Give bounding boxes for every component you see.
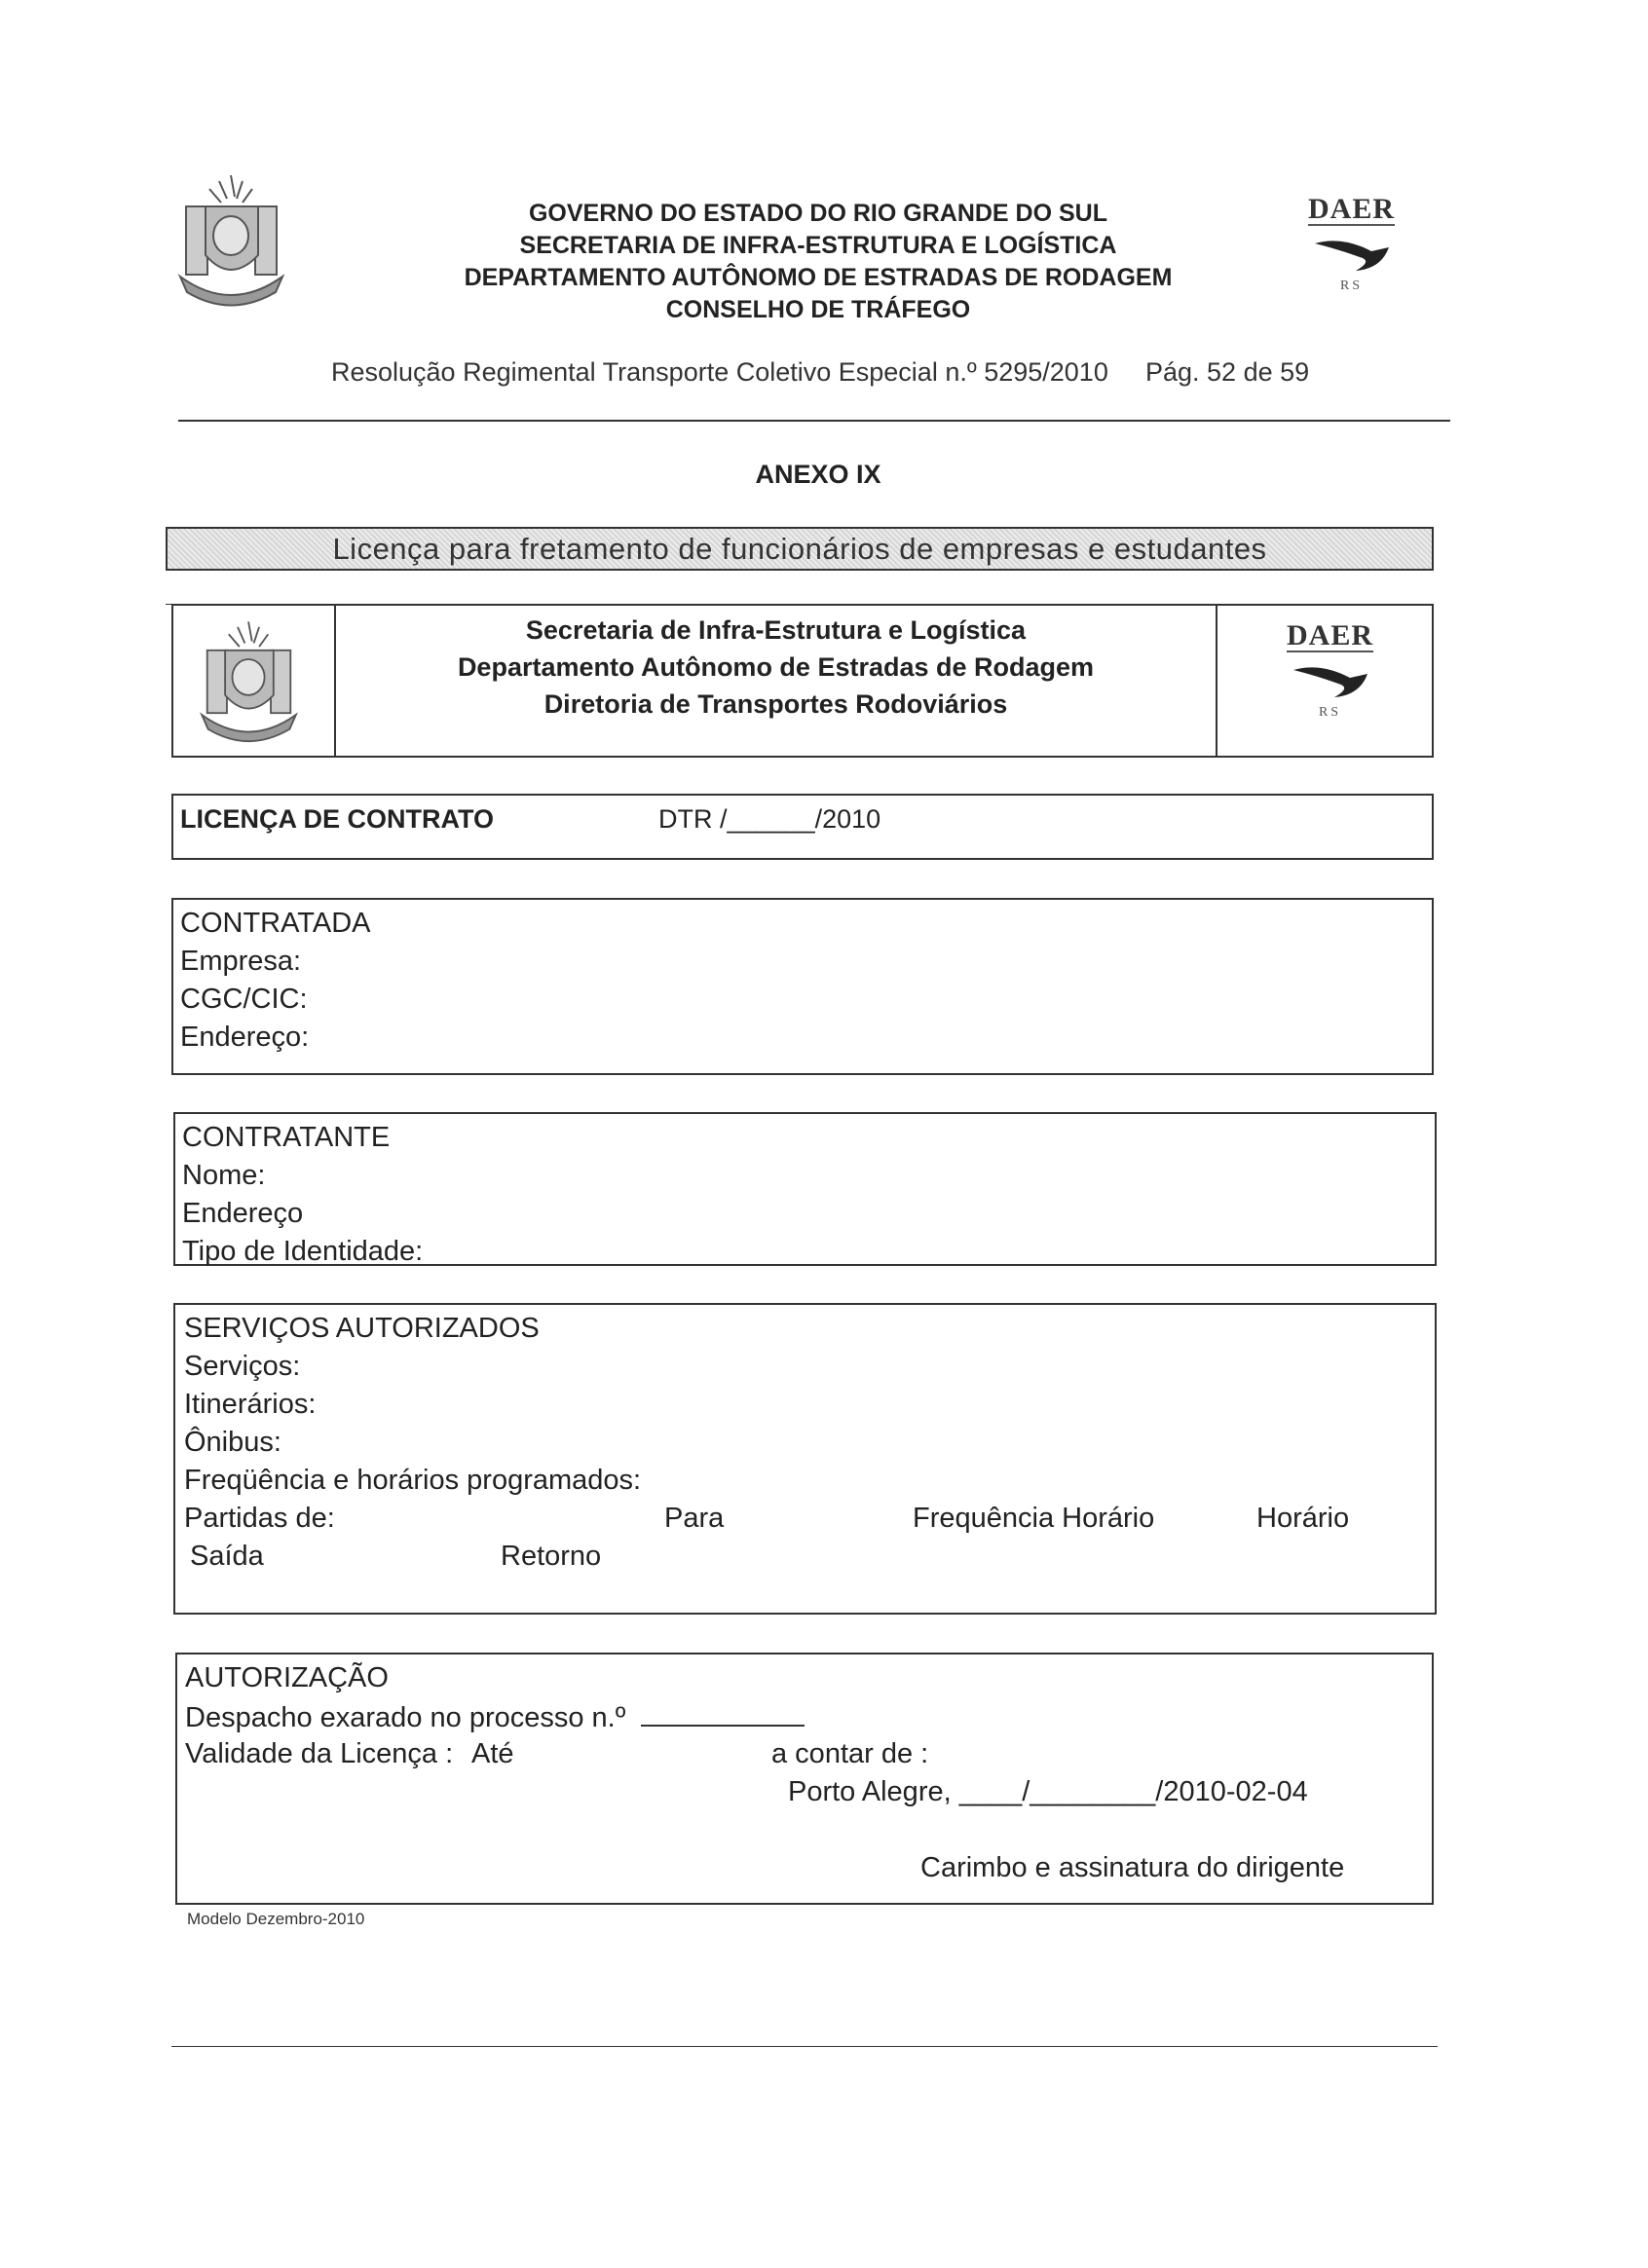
header-line-3: DEPARTAMENTO AUTÔNOMO DE ESTRADAS DE RODAGEM	[464, 264, 1173, 291]
license-title: LICENÇA DE CONTRATO	[180, 804, 494, 834]
license-box	[171, 794, 1434, 860]
assinatura-label: Carimbo e assinatura do dirigente	[920, 1852, 1345, 1883]
banner-text: Licença para fretamento de funcionários de empresas e estudantes	[332, 531, 1267, 566]
onibus-field[interactable]: Ônibus:	[184, 1427, 281, 1458]
contratante-title: CONTRATANTE	[182, 1122, 391, 1153]
frequencia-field[interactable]: Freqüência e horários programados:	[184, 1465, 642, 1496]
horario-label: Horário	[1256, 1503, 1350, 1534]
daer-logo	[1274, 621, 1386, 721]
para-label: Para	[664, 1503, 725, 1534]
daer-logo-sub: RS	[1339, 279, 1364, 293]
servicos-title: SERVIÇOS AUTORIZADOS	[184, 1313, 540, 1344]
daer-logo	[1295, 195, 1407, 294]
contratante-endereco-field[interactable]: Endereço	[182, 1198, 304, 1229]
license-number-field[interactable]: DTR /______/2010	[658, 804, 881, 834]
header-line-4: CONSELHO DE TRÁFEGO	[665, 296, 971, 323]
autorizacao-title: AUTORIZAÇÃO	[185, 1662, 389, 1693]
header-line-2: SECRETARIA DE INFRA-ESTRUTURA E LOGÍSTICA	[519, 232, 1117, 259]
org-line-3: Diretoria de Transportes Rodoviários	[543, 689, 1008, 719]
org-line-2: Departamento Autônomo de Estradas de Rodagem	[457, 652, 1095, 682]
despacho-text: Despacho exarado no processo n.º	[185, 1702, 626, 1733]
contratada-endereco-field[interactable]: Endereço:	[180, 1022, 310, 1053]
organization-box	[171, 604, 1434, 758]
resolution-reference: Resolução Regimental Transporte Coletivo Especial n.º 5295/2010	[331, 357, 1108, 387]
org-box-divider-right	[1216, 606, 1217, 756]
daer-logo-text: DAER	[1307, 193, 1395, 225]
servicos-section	[173, 1303, 1437, 1615]
retorno-label: Retorno	[501, 1541, 602, 1572]
page-number: Pág. 52 de 59	[1145, 357, 1310, 387]
daer-logo-sub: RS	[1318, 705, 1342, 720]
saida-label: Saída	[190, 1541, 264, 1572]
contratante-section	[173, 1112, 1437, 1266]
daer-logo-text: DAER	[1286, 619, 1373, 651]
model-footer: Modelo Dezembro-2010	[187, 1910, 365, 1928]
annex-title: ANEXO IX	[755, 460, 881, 489]
itinerarios-field[interactable]: Itinerários:	[184, 1389, 317, 1420]
local-data-field[interactable]: Porto Alegre, ____/________/2010-02-04	[788, 1776, 1308, 1807]
org-line-1: Secretaria de Infra-Estrutura e Logística	[525, 615, 1027, 645]
footer-divider	[171, 2046, 1438, 2047]
frequencia-horario-label: Frequência Horário	[913, 1503, 1155, 1534]
contratada-title: CONTRATADA	[180, 908, 371, 939]
autorizacao-section	[175, 1653, 1434, 1905]
header-line-1: GOVERNO DO ESTADO DO RIO GRANDE DO SUL	[528, 200, 1108, 227]
title-banner	[166, 527, 1434, 571]
nome-field[interactable]: Nome:	[182, 1160, 266, 1191]
tipo-identidade-field[interactable]: Tipo de Identidade:	[182, 1236, 424, 1267]
processo-number-field[interactable]	[641, 1697, 805, 1727]
servicos-field[interactable]: Serviços:	[184, 1351, 301, 1382]
daer-road-icon	[1282, 656, 1379, 705]
cgc-cic-field[interactable]: CGC/CIC:	[180, 984, 308, 1015]
partidas-label: Partidas de:	[184, 1503, 335, 1534]
empresa-field[interactable]: Empresa:	[180, 946, 302, 977]
validade-label: Validade da Licença :	[185, 1738, 454, 1769]
contratada-section	[171, 898, 1434, 1075]
contar-de-field[interactable]: a contar de :	[771, 1738, 929, 1769]
header-divider	[178, 420, 1450, 422]
state-coat-of-arms-icon	[170, 167, 292, 314]
state-coat-of-arms-icon	[193, 613, 305, 750]
despacho-label	[185, 1697, 805, 1737]
ate-field[interactable]: Até	[471, 1738, 514, 1769]
daer-road-icon	[1303, 230, 1401, 279]
